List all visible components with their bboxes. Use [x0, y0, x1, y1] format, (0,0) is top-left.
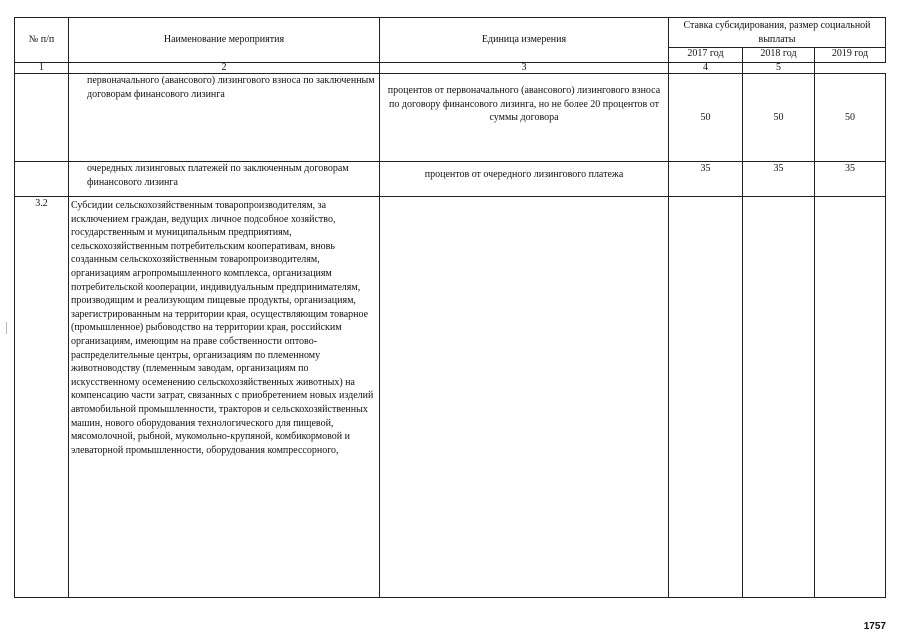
column-index: 1 [15, 63, 69, 74]
row-value-2018: 35 [743, 162, 815, 197]
row-num [15, 74, 69, 162]
table-row [15, 197, 886, 598]
subsidy-rates-table [14, 17, 886, 598]
column-index: 5 [743, 63, 815, 74]
row-value-2019 [815, 197, 886, 598]
header-rate: Ставка субсидирования, размер социальной выплаты [669, 18, 886, 48]
page-number: 1757 [863, 621, 886, 632]
row-value-2017 [669, 197, 743, 598]
row-name: Субсидии сельскохозяйственным товаропроизводителям, за исключением граждан, ведущих личное подсобное хозяйство, государственным и муниципальным предприятиям, сельскохозяйственным потребительским кооперативам, вновь созданным сельскохозяйственным товаропроизводителям, организациям агропромышленного комплекса, организациям потребительской кооперации, индивидуальным предпринимателям, производящим и реализующим пищевые продукты, организациям, зарегистрированным на территории края, осуществляющим товарное (промышленное) рыбоводство на территории края, российским организациям, имеющим на праве собственности оптово-распределительные центры, организациям по племенному животноводству (племенным заводам, организациям по искусственному осеменению сельскохозяйственных животных) на компенсацию части затрат, связанных с приобретением новых изделий автомобильной промышленности, тракторов и сельскохозяйственных машин, нового оборудования технологического для пищевой, мясомолочной, рыбной, мукомольно-крупяной, комбикормовой и элеваторной промышленности, оборудования компрессорного, [69, 197, 380, 598]
row-unit: процентов от первоначального (авансового) лизингового взноса по договору финансового лизинга, но не более 20 процентов от суммы договора [380, 74, 669, 162]
scan-margin-mark [6, 322, 7, 334]
row-num [15, 162, 69, 197]
row-value-2017: 50 [669, 74, 743, 162]
header-num: № п/п [15, 18, 69, 63]
row-name: очередных лизинговых платежей по заключенным договорам финансового лизинга [69, 162, 380, 197]
row-value-2018 [743, 197, 815, 598]
row-value-2019: 35 [815, 162, 886, 197]
row-num: 3.2 [15, 197, 69, 598]
header-year-2019: 2019 год [815, 48, 886, 63]
row-unit [380, 197, 669, 598]
header-year-2018: 2018 год [743, 48, 815, 63]
column-index: 2 [69, 63, 380, 74]
table-row [15, 162, 886, 197]
header-unit: Единица измерения [380, 18, 669, 63]
row-name: первоначального (авансового) лизингового взноса по заключенным договорам финансового лизинга [69, 74, 380, 162]
header-name: Наименование мероприятия [69, 18, 380, 63]
row-value-2019: 50 [815, 74, 886, 162]
header-row [15, 18, 886, 48]
column-index: 3 [380, 63, 669, 74]
row-value-2018: 50 [743, 74, 815, 162]
table-row [15, 74, 886, 162]
row-value-2017: 35 [669, 162, 743, 197]
header-year-2017: 2017 год [669, 48, 743, 63]
column-index: 4 [669, 63, 743, 74]
row-unit: процентов от очередного лизингового платежа [380, 162, 669, 197]
column-index-row [15, 63, 886, 74]
